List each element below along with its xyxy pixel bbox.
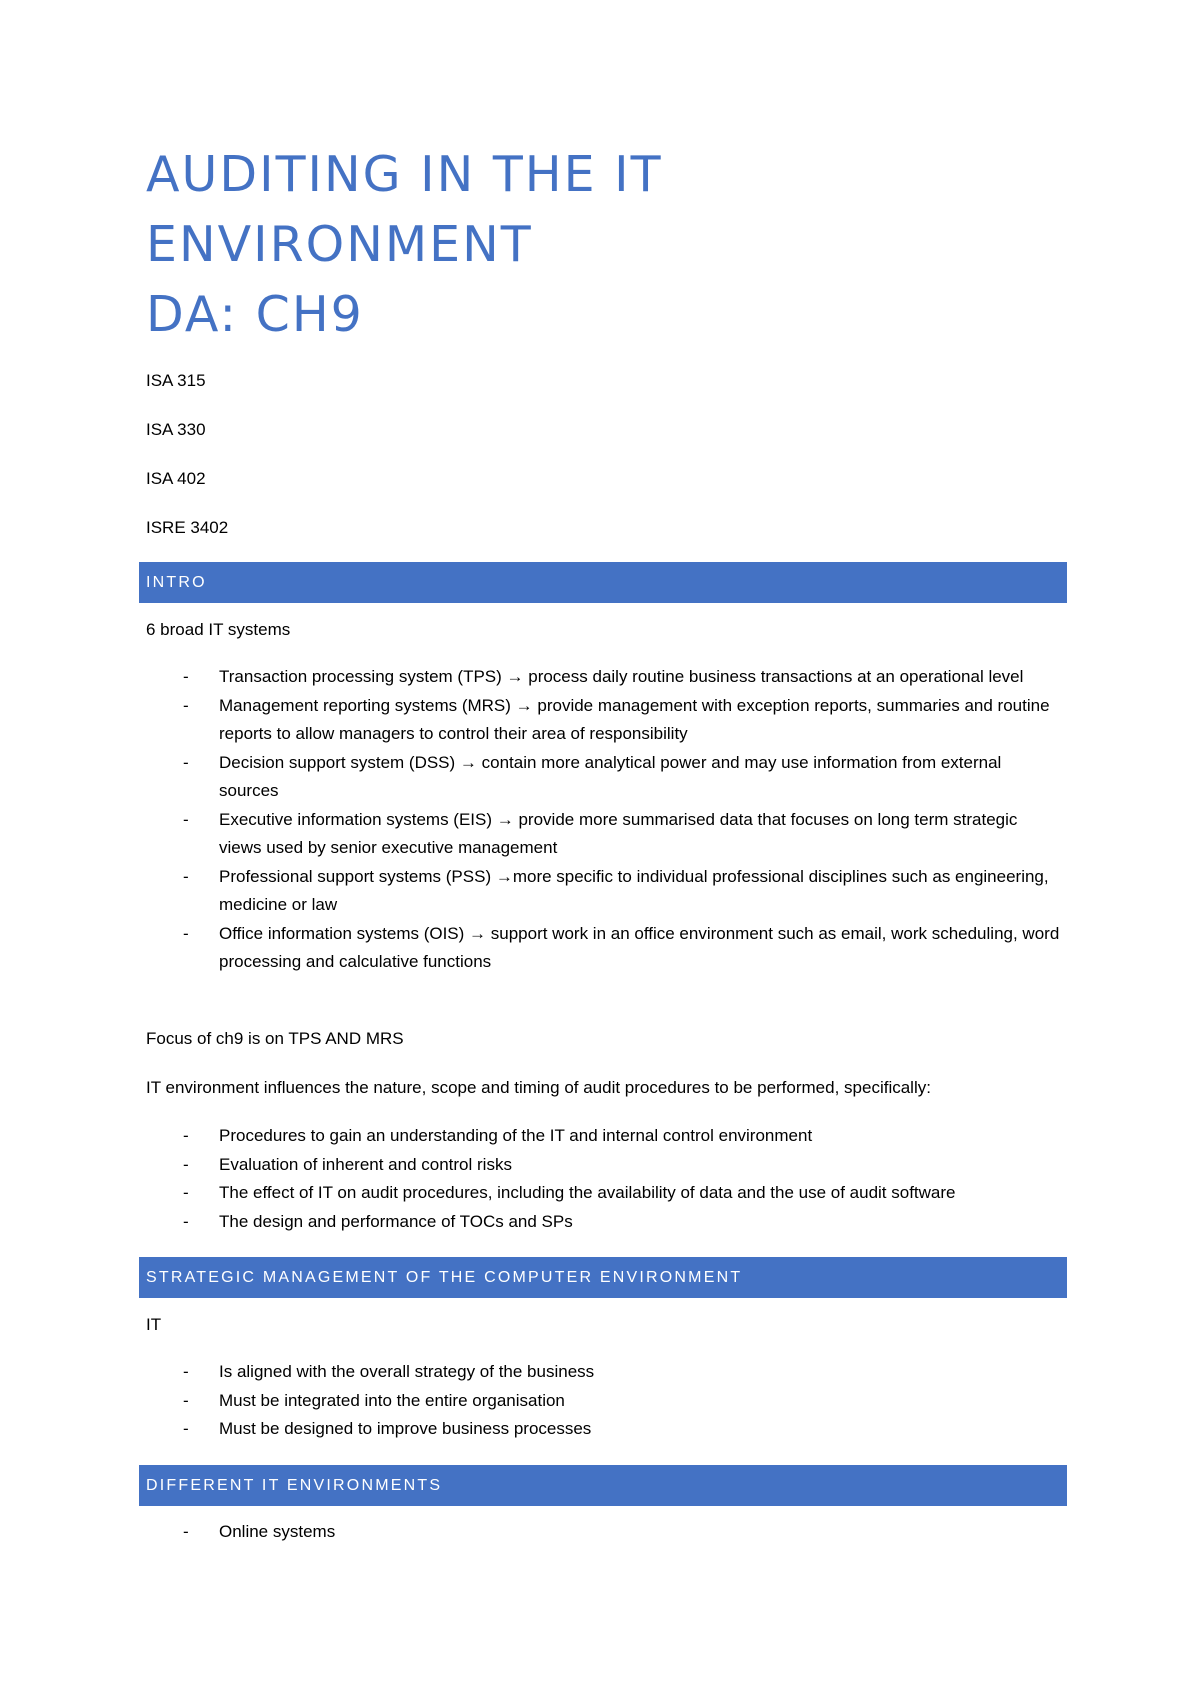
list-item-text: Transaction processing system (TPS) → process daily routine business transactions at an operational level <box>219 667 1024 686</box>
list-item-text: Evaluation of inherent and control risks <box>219 1154 512 1174</box>
list-item <box>146 1151 1061 1180</box>
document-title <box>146 140 663 350</box>
bullet-dash: - <box>183 1183 189 1202</box>
list-item <box>146 1122 1061 1151</box>
focus-note: Focus of ch9 is on TPS AND MRS <box>146 1029 404 1048</box>
list-item <box>146 1415 1061 1444</box>
list-item <box>146 1358 1061 1387</box>
list-item <box>146 1518 1061 1547</box>
strategic-points-list <box>146 1358 1061 1444</box>
list-item <box>146 863 1061 920</box>
list-item <box>146 806 1061 863</box>
intro-lead: 6 broad IT systems <box>146 620 291 639</box>
bullet-dash: - <box>183 1362 189 1381</box>
title-line-2: ENVIRONMENT <box>146 216 533 273</box>
bullet-dash: - <box>183 752 189 772</box>
title-line-3: DA: CH9 <box>146 286 364 343</box>
title-line-1: AUDITING IN THE IT <box>146 146 663 203</box>
list-item-text: Must be designed to improve business processes <box>219 1419 592 1438</box>
influence-lead: IT environment influences the nature, scope and timing of audit procedures to be performed, specifically: <box>146 1078 931 1097</box>
list-item-text: Online systems <box>219 1522 336 1541</box>
bullet-dash: - <box>183 1154 189 1174</box>
list-item <box>146 663 1061 692</box>
list-item <box>146 1179 1061 1208</box>
list-item-text: Procedures to gain an understanding of the IT and internal control environment <box>219 1126 813 1145</box>
standard-isre-3402: ISRE 3402 <box>146 518 229 537</box>
list-item-text: Office information systems (OIS) → support work in an office environment such as email, work scheduling, word processing and calculative functions <box>219 923 1060 971</box>
list-item-text: Is aligned with the overall strategy of the business <box>219 1362 595 1381</box>
strategic-lead: IT <box>146 1315 162 1334</box>
list-item <box>146 920 1061 977</box>
bullet-dash: - <box>183 695 189 715</box>
section-heading-strategic-management: STRATEGIC MANAGEMENT OF THE COMPUTER ENVIRONMENT <box>139 1257 1067 1298</box>
list-item-text: Executive information systems (EIS) → provide more summarised data that focuses on long term strategic views used by senior executive management <box>219 809 1018 857</box>
bullet-dash: - <box>183 866 189 886</box>
list-item <box>146 749 1061 806</box>
list-item-text: Must be integrated into the entire organisation <box>219 1390 565 1410</box>
list-item <box>146 692 1061 749</box>
bullet-dash: - <box>183 1211 189 1231</box>
bullet-dash: - <box>183 667 189 686</box>
environments-list <box>146 1518 1061 1547</box>
list-item <box>146 1387 1061 1416</box>
bullet-dash: - <box>183 1390 189 1410</box>
section-heading-it-environments: DIFFERENT IT ENVIRONMENTS <box>139 1465 1067 1506</box>
bullet-dash: - <box>183 1126 189 1145</box>
list-item-text: The design and performance of TOCs and SPs <box>219 1211 573 1231</box>
section-heading-intro: INTRO <box>139 562 1067 603</box>
list-item-text: Management reporting systems (MRS) → provide management with exception reports, summaries and routine reports to allow managers to control their area of responsibility <box>219 695 1050 743</box>
standard-isa-330: ISA 330 <box>146 420 206 439</box>
list-item-text: The effect of IT on audit procedures, including the availability of data and the use of audit software <box>219 1183 956 1202</box>
bullet-dash: - <box>183 1419 189 1438</box>
list-item-text: Decision support system (DSS) → contain more analytical power and may use information from external sources <box>219 752 1002 800</box>
bullet-dash: - <box>183 809 189 829</box>
bullet-dash: - <box>183 1522 189 1541</box>
standard-isa-402: ISA 402 <box>146 469 206 488</box>
list-item <box>146 1208 1061 1237</box>
it-systems-list <box>146 663 1061 977</box>
influences-list <box>146 1122 1061 1236</box>
standard-isa-315: ISA 315 <box>146 371 206 390</box>
list-item-text: Professional support systems (PSS) →more specific to individual professional disciplines such as engineering, medicine or law <box>219 866 1049 914</box>
bullet-dash: - <box>183 923 189 943</box>
